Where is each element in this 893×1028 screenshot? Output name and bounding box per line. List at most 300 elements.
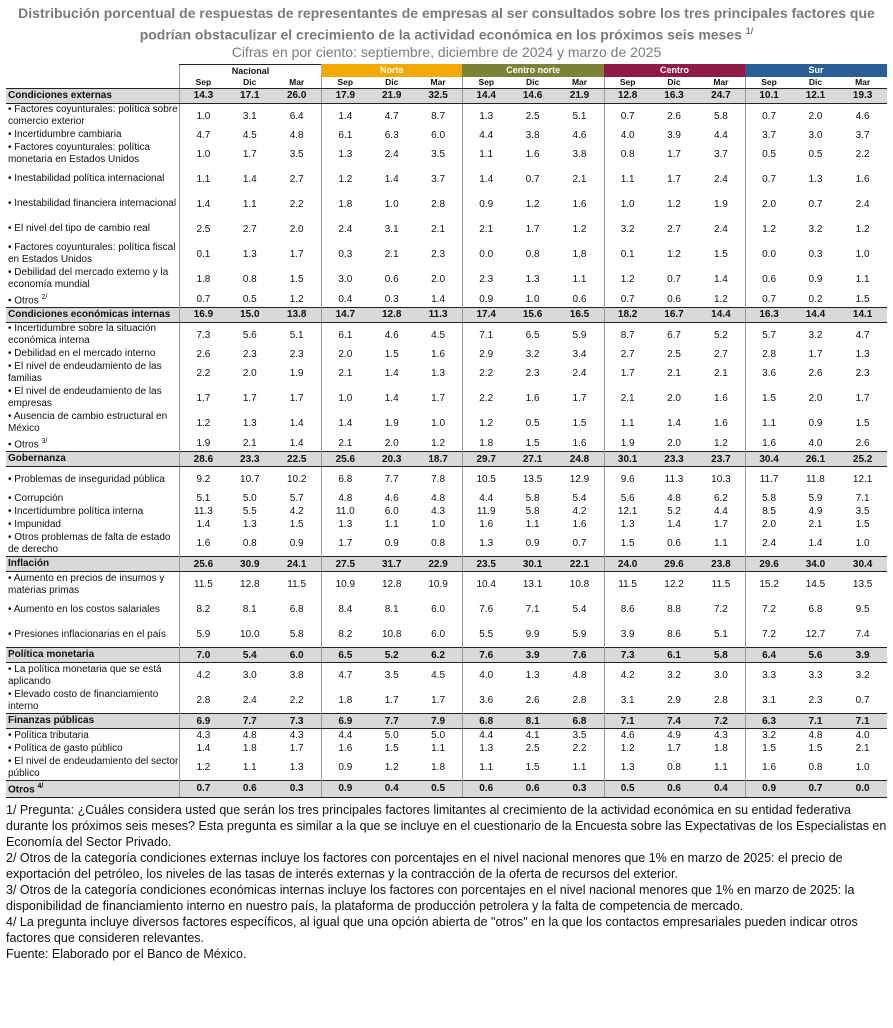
value-cell: 12.1 — [604, 505, 651, 518]
value-cell: 0.9 — [321, 781, 369, 797]
value-cell: 5.6 — [604, 492, 651, 505]
value-cell: 11.5 — [287, 579, 307, 591]
value-cell: 1.7 — [431, 695, 446, 707]
value-cell: 2.4 — [855, 198, 870, 210]
value-cell: 0.4 — [369, 781, 415, 797]
value-cell: 2.2 — [179, 361, 227, 386]
region-header-centro: Centro — [604, 64, 745, 77]
value-cell: 4.5 — [242, 129, 257, 141]
value-cell: 29.7 — [462, 452, 510, 467]
value-cell: 16.9 — [179, 307, 227, 322]
factor-row — [6, 436, 887, 452]
value-cell: 3.1 — [604, 688, 651, 714]
value-cell: 1.4 — [179, 742, 227, 755]
region-header-sur: Sur — [745, 64, 887, 77]
value-cell: 25.6 — [321, 452, 369, 467]
value-cell: 2.7 — [604, 348, 651, 361]
value-cell: 4.3 — [713, 730, 728, 742]
factor-label: • Otros problemas de falta de estado de derecho — [8, 531, 171, 555]
value-cell: 2.3 — [855, 367, 870, 379]
value-cell: 12.2 — [664, 579, 684, 591]
value-cell: 2.2 — [855, 148, 870, 160]
value-cell: 1.0 — [855, 538, 870, 550]
value-cell: 0.6 — [462, 781, 510, 797]
value-cell: 6.8 — [555, 714, 604, 729]
value-cell: 7.1 — [462, 322, 510, 348]
value-cell: 10.9 — [321, 572, 369, 598]
value-cell: 3.6 — [462, 688, 510, 714]
value-cell: 2.1 — [667, 367, 681, 379]
value-cell: 5.8 — [289, 629, 304, 641]
value-cell: 6.1 — [321, 129, 369, 142]
value-cell: 4.8 — [289, 129, 304, 141]
month-header: Dic — [510, 77, 556, 89]
factor-label: • Factores coyunturales: política fiscal en Estados Unidos — [8, 242, 176, 266]
category-row — [6, 307, 887, 322]
value-cell: 30.1 — [510, 557, 556, 572]
category-label: Condiciones económicas internas — [6, 307, 179, 322]
value-cell: 1.0 — [179, 142, 227, 167]
value-cell: 0.7 — [793, 781, 839, 797]
value-cell: 5.0 — [431, 730, 446, 742]
value-cell: 5.9 — [808, 493, 823, 505]
value-cell: 2.7 — [242, 223, 257, 235]
value-cell: 4.3 — [289, 730, 304, 742]
value-cell: 2.1 — [713, 367, 728, 379]
value-cell: 1.5 — [745, 386, 793, 411]
value-cell: 5.4 — [572, 604, 587, 616]
value-cell: 0.9 — [462, 192, 510, 217]
value-cell: 6.9 — [179, 714, 227, 729]
month-header: Sep — [321, 77, 369, 89]
value-cell: 11.3 — [415, 307, 463, 322]
value-cell: 7.2 — [745, 622, 793, 648]
factor-row — [6, 755, 887, 781]
value-cell: 11.5 — [179, 572, 227, 598]
value-cell: 0.7 — [572, 538, 587, 550]
value-cell: 21.9 — [555, 88, 604, 103]
factor-row — [6, 518, 887, 531]
value-cell: 2.0 — [289, 223, 304, 235]
factor-row — [6, 742, 887, 755]
category-label: Finanzas públicas — [6, 714, 179, 729]
value-cell: 1.6 — [855, 173, 870, 185]
value-cell: 3.5 — [289, 148, 304, 160]
value-cell: 34.0 — [793, 557, 839, 572]
value-cell: 30.1 — [604, 452, 651, 467]
value-cell: 0.0 — [745, 242, 793, 267]
value-cell: 16.5 — [555, 307, 604, 322]
value-cell: 1.6 — [525, 148, 540, 160]
category-row — [6, 88, 887, 103]
value-cell: 31.7 — [369, 557, 415, 572]
value-cell: 0.6 — [572, 293, 587, 305]
factor-row — [6, 129, 887, 142]
value-cell: 4.4 — [713, 129, 728, 141]
value-cell: 29.6 — [745, 557, 793, 572]
factor-label: • Elevado costo de financiamiento interno — [8, 688, 159, 712]
value-cell: 8.8 — [667, 604, 681, 616]
value-cell: 1.1 — [745, 411, 793, 436]
factor-label: • Impunidad — [8, 518, 61, 530]
value-cell: 17.4 — [462, 307, 510, 322]
value-cell: 1.1 — [604, 411, 651, 436]
value-cell: 1.7 — [713, 519, 728, 531]
value-cell: 3.1 — [745, 688, 793, 714]
value-cell: 4.0 — [808, 438, 823, 450]
value-cell: 6.7 — [667, 329, 681, 341]
value-cell: 2.8 — [713, 695, 728, 707]
value-cell: 2.1 — [321, 361, 369, 386]
month-header-row — [6, 77, 887, 89]
value-cell: 4.0 — [604, 129, 651, 142]
value-cell: 1.5 — [289, 519, 304, 531]
value-cell: 12.9 — [569, 474, 590, 486]
value-cell: 10.3 — [711, 474, 731, 486]
value-cell: 3.2 — [667, 670, 681, 682]
value-cell: 1.9 — [713, 198, 728, 210]
value-cell: 1.0 — [855, 762, 870, 774]
value-cell: 7.4 — [651, 714, 698, 729]
value-cell: 4.2 — [289, 506, 304, 518]
value-cell: 32.5 — [415, 88, 463, 103]
value-cell: 1.0 — [179, 103, 227, 129]
value-cell: 3.0 — [321, 267, 369, 292]
value-cell: 17.9 — [321, 88, 369, 103]
value-cell: 0.6 — [667, 538, 681, 550]
value-cell: 3.9 — [667, 129, 681, 141]
value-cell: 6.2 — [415, 648, 463, 663]
value-cell: 10.9 — [428, 579, 448, 591]
value-cell: 0.7 — [179, 781, 227, 797]
value-cell: 5.0 — [384, 730, 399, 742]
value-cell: 3.3 — [745, 663, 793, 689]
factor-row — [6, 492, 887, 505]
value-cell: 4.5 — [431, 670, 446, 682]
factor-row — [6, 192, 887, 217]
value-cell: 1.8 — [242, 743, 257, 755]
value-cell: 6.4 — [289, 110, 304, 122]
value-cell: 1.0 — [604, 192, 651, 217]
value-cell: 18.7 — [415, 452, 463, 467]
value-cell: 1.2 — [604, 267, 651, 292]
value-cell: 4.4 — [321, 729, 369, 743]
value-cell: 1.1 — [713, 538, 728, 550]
value-cell: 12.8 — [381, 579, 402, 591]
value-cell: 2.0 — [384, 438, 399, 450]
category-row — [6, 557, 887, 572]
value-cell: 1.8 — [321, 192, 369, 217]
value-cell: 3.5 — [572, 730, 587, 742]
value-cell: 1.7 — [604, 361, 651, 386]
value-cell: 1.3 — [462, 531, 510, 557]
value-cell: 1.1 — [431, 743, 446, 755]
footnote-marker: 4/ — [37, 783, 44, 791]
factor-row — [6, 663, 887, 689]
value-cell: 14.3 — [179, 88, 227, 103]
value-cell: 6.1 — [651, 648, 698, 663]
factor-label: • Inestabilidad política internacional — [8, 173, 165, 185]
value-cell: 1.5 — [604, 531, 651, 557]
value-cell: 2.1 — [572, 173, 587, 185]
value-cell: 1.9 — [604, 436, 651, 452]
value-cell: 2.3 — [431, 248, 446, 260]
value-cell: 8.4 — [321, 597, 369, 622]
value-cell: 2.0 — [808, 392, 823, 404]
value-cell: 2.5 — [179, 217, 227, 242]
value-cell: 1.3 — [808, 173, 823, 185]
value-cell: 2.3 — [525, 367, 540, 379]
value-cell: 4.7 — [179, 129, 227, 142]
value-cell: 2.4 — [384, 148, 399, 160]
value-cell: 8.1 — [384, 604, 399, 616]
value-cell: 4.7 — [384, 110, 399, 122]
value-cell: 1.2 — [667, 248, 681, 260]
value-cell: 8.2 — [321, 622, 369, 648]
value-cell: 4.5 — [431, 329, 446, 341]
month-header: Sep — [462, 77, 510, 89]
value-cell: 3.7 — [855, 129, 870, 141]
factor-label: • Otros $^{2/}$ — [8, 293, 48, 306]
value-cell: 0.7 — [525, 173, 540, 185]
value-cell: 2.8 — [572, 695, 587, 707]
factor-row — [6, 142, 887, 167]
footnote-1: 1/ Pregunta: ¿Cuáles considera usted que serán los tres principales factores limitantes al crecimiento de la actividad económica en su entidad federativa durante los próximos seis meses? Esta pregunta es similar a la que se incluye en el cuestionario de la Encuesta sobre las Expectativas de los Especialistas en Economía del Sector Privado. — [6, 802, 887, 849]
value-cell: 1.0 — [855, 248, 870, 260]
value-cell: 13.1 — [522, 579, 543, 591]
value-cell: 7.3 — [273, 714, 322, 729]
value-cell: 4.3 — [179, 729, 227, 743]
month-header: Sep — [745, 77, 793, 89]
value-cell: 2.6 — [667, 110, 681, 122]
value-cell: 1.6 — [525, 392, 540, 404]
value-cell: 10.8 — [569, 579, 590, 591]
value-cell: 22.5 — [273, 452, 322, 467]
value-cell: 1.2 — [604, 742, 651, 755]
value-cell: 3.9 — [510, 648, 556, 663]
value-cell: 3.7 — [745, 129, 793, 142]
category-label: Condiciones externas — [6, 88, 179, 103]
value-cell: 3.9 — [838, 648, 887, 663]
value-cell: 0.5 — [242, 293, 257, 305]
value-cell: 2.1 — [384, 248, 399, 260]
value-cell: 1.0 — [431, 519, 446, 531]
value-cell: 7.2 — [713, 604, 728, 616]
value-cell: 10.7 — [240, 474, 260, 486]
value-cell: 1.3 — [242, 248, 257, 260]
value-cell: 5.1 — [572, 110, 587, 122]
value-cell: 2.8 — [179, 688, 227, 714]
month-header: Mar — [697, 77, 745, 89]
value-cell: 3.8 — [572, 148, 587, 160]
value-cell: 1.4 — [808, 538, 823, 550]
value-cell: 5.7 — [745, 322, 793, 348]
value-cell: 0.6 — [745, 267, 793, 292]
value-cell: 0.7 — [745, 103, 793, 129]
value-cell: 0.4 — [321, 292, 369, 308]
value-cell: 13.5 — [852, 579, 873, 591]
value-cell: 1.2 — [667, 198, 681, 210]
value-cell: 4.8 — [242, 730, 257, 742]
value-cell: 0.7 — [745, 292, 793, 308]
value-cell: 18.2 — [604, 307, 651, 322]
value-cell: 10.0 — [240, 629, 260, 641]
value-cell: 0.7 — [604, 292, 651, 308]
value-cell: 1.2 — [745, 217, 793, 242]
value-cell: 16.7 — [651, 307, 698, 322]
factor-label: • Presiones inflacionarias en el país — [8, 628, 167, 640]
value-cell: 1.1 — [713, 762, 728, 774]
value-cell: 3.7 — [713, 148, 728, 160]
value-cell: 2.4 — [242, 695, 257, 707]
value-cell: 1.0 — [321, 386, 369, 411]
value-cell: 4.8 — [321, 492, 369, 505]
value-cell: 3.5 — [431, 148, 446, 160]
value-cell: 1.2 — [431, 438, 446, 450]
value-cell: 22.1 — [555, 557, 604, 572]
value-cell: 7.7 — [227, 714, 273, 729]
value-cell: 5.4 — [572, 493, 587, 505]
value-cell: 8.7 — [431, 110, 446, 122]
value-cell: 8.5 — [745, 505, 793, 518]
value-cell: 2.4 — [745, 531, 793, 557]
value-cell: 3.1 — [242, 110, 257, 122]
value-cell: 1.4 — [321, 103, 369, 129]
value-cell: 7.1 — [525, 604, 540, 616]
value-cell: 1.1 — [179, 167, 227, 192]
factor-label: • Incertidumbre cambiaria — [8, 129, 122, 141]
value-cell: 6.5 — [525, 329, 540, 341]
value-cell: 23.5 — [462, 557, 510, 572]
value-cell: 1.3 — [289, 762, 304, 774]
value-cell: 6.0 — [431, 604, 446, 616]
value-cell: 0.7 — [179, 292, 227, 308]
value-cell: 0.5 — [604, 781, 651, 797]
factor-row — [6, 531, 887, 557]
value-cell: 2.1 — [604, 386, 651, 411]
value-cell: 7.2 — [697, 714, 745, 729]
value-cell: 5.4 — [227, 648, 273, 663]
factor-label: • Otros $^{3/}$ — [8, 437, 48, 451]
factor-label: • Política de gasto público — [8, 742, 123, 754]
value-cell: 6.8 — [462, 714, 510, 729]
value-cell: 6.8 — [289, 604, 304, 616]
value-cell: 2.4 — [713, 223, 728, 235]
value-cell: 5.7 — [289, 493, 304, 505]
value-cell: 2.3 — [808, 695, 823, 707]
value-cell: 4.4 — [713, 506, 728, 518]
value-cell: 0.9 — [462, 292, 510, 308]
value-cell: 13.8 — [273, 307, 322, 322]
value-cell: 1.2 — [713, 293, 728, 305]
value-cell: 4.7 — [855, 329, 870, 341]
value-cell: 4.6 — [384, 493, 399, 505]
value-cell: 1.5 — [808, 743, 823, 755]
value-cell: 1.4 — [321, 411, 369, 436]
value-cell: 2.1 — [321, 436, 369, 452]
value-cell: 0.8 — [242, 538, 257, 550]
value-cell: 1.1 — [855, 273, 870, 285]
value-cell: 9.2 — [179, 467, 227, 493]
value-cell: 1.2 — [525, 198, 540, 210]
value-cell: 1.6 — [713, 417, 728, 429]
value-cell: 11.9 — [462, 505, 510, 518]
value-cell: 2.7 — [713, 348, 728, 360]
value-cell: 8.1 — [510, 714, 556, 729]
value-cell: 1.2 — [321, 167, 369, 192]
value-cell: 7.1 — [838, 714, 887, 729]
value-cell: 7.6 — [462, 648, 510, 663]
table-body — [6, 88, 887, 797]
value-cell: 11.5 — [711, 579, 731, 591]
value-cell: 2.0 — [321, 348, 369, 361]
value-cell: 12.8 — [369, 307, 415, 322]
value-cell: 5.0 — [242, 493, 257, 505]
value-cell: 0.7 — [808, 198, 823, 210]
value-cell: 2.6 — [808, 367, 823, 379]
value-cell: 5.5 — [242, 506, 257, 518]
month-header: Mar — [273, 77, 322, 89]
value-cell: 6.8 — [808, 604, 823, 616]
value-cell: 1.3 — [604, 518, 651, 531]
value-cell: 1.5 — [572, 417, 587, 429]
month-header: Dic — [227, 77, 273, 89]
value-cell: 1.8 — [462, 436, 510, 452]
factor-label: • Aumento en los costos salariales — [8, 603, 160, 615]
value-cell: 6.3 — [745, 714, 793, 729]
value-cell: 1.1 — [384, 519, 399, 531]
value-cell: 1.6 — [572, 519, 587, 531]
month-header: Dic — [793, 77, 839, 89]
value-cell: 5.9 — [572, 629, 587, 641]
value-cell: 4.6 — [384, 329, 399, 341]
value-cell: 0.7 — [667, 273, 681, 285]
value-cell: 1.7 — [384, 695, 399, 707]
value-cell: 19.3 — [838, 88, 887, 103]
value-cell: 1.0 — [431, 417, 446, 429]
value-cell: 2.6 — [179, 348, 227, 361]
value-cell: 8.6 — [604, 597, 651, 622]
value-cell: 4.3 — [431, 506, 446, 518]
value-cell: 1.5 — [855, 293, 870, 305]
category-row — [6, 452, 887, 467]
value-cell: 12.1 — [793, 88, 839, 103]
value-cell: 1.6 — [745, 755, 793, 781]
value-cell: 1.5 — [525, 438, 540, 450]
value-cell: 1.7 — [289, 392, 304, 404]
value-cell: 2.1 — [431, 223, 446, 235]
value-cell: 3.2 — [525, 348, 540, 360]
value-cell: 0.8 — [667, 762, 681, 774]
value-cell: 2.0 — [808, 110, 823, 122]
value-cell: 11.5 — [604, 572, 651, 598]
value-cell: 0.8 — [525, 248, 540, 260]
value-cell: 3.2 — [808, 329, 823, 341]
region-header-norte: Norte — [321, 64, 462, 77]
factor-label: • Debilidad del mercado externo y la economía mundial — [8, 267, 169, 291]
value-cell: 30.4 — [838, 557, 887, 572]
factor-row — [6, 167, 887, 192]
value-cell: 1.1 — [572, 762, 587, 774]
factor-label: • Incertidumbre política interna — [8, 505, 144, 517]
value-cell: 0.8 — [431, 538, 446, 550]
value-cell: 3.2 — [745, 729, 793, 743]
value-cell: 1.3 — [525, 273, 540, 285]
value-cell: 1.2 — [713, 438, 728, 450]
page-title — [6, 4, 887, 44]
value-cell: 0.6 — [384, 273, 399, 285]
value-cell: 3.8 — [289, 670, 304, 682]
